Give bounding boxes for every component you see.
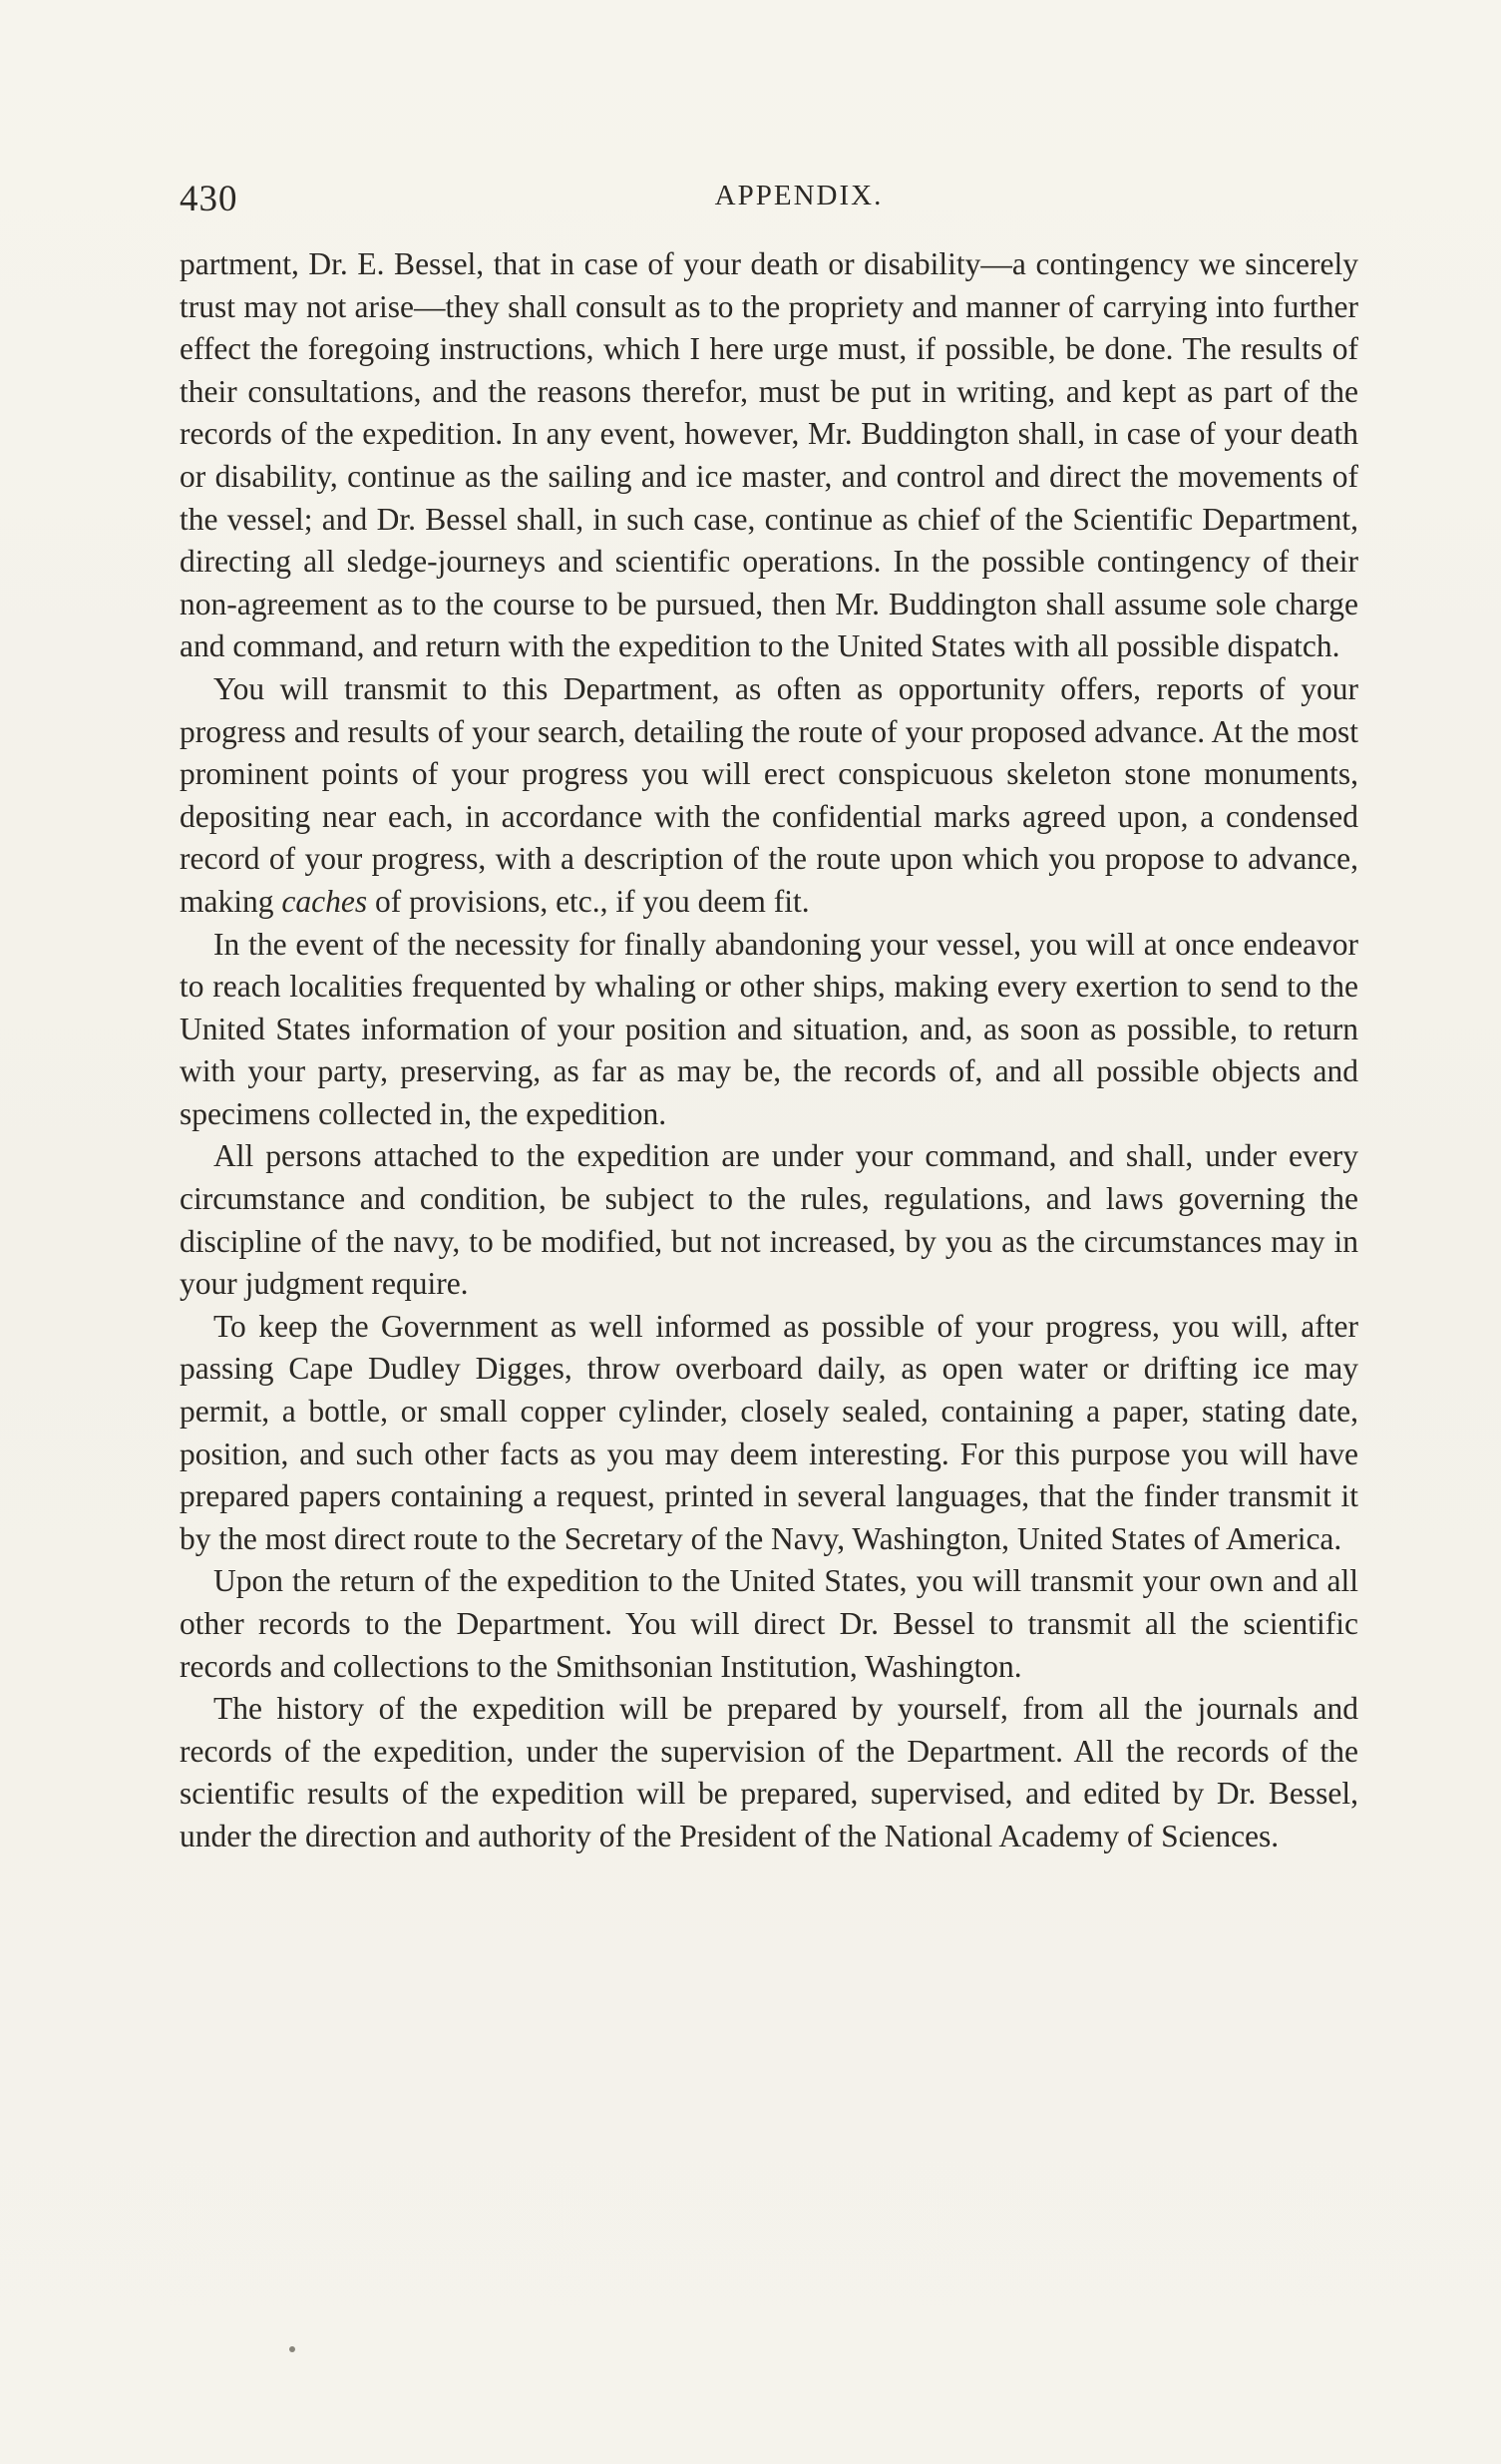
paragraph-abandoning-vessel: In the event of the necessity for finally abandoning your vessel, you will at once endeavor to reach localities frequented by whaling or other ships, making every exertion to send to the United States information of your position and situation, and, as soon as possible, to return with your party, preserving, as far as may be, the records of, and all possible objects and specimens collected in, the expedition. [180,926,1358,1131]
paragraph-government-informed: To keep the Government as well informed as possible of your progress, you will, after passing Cape Dudley Digges, throw overboard daily, as open water or drifting ice may permit, a bottle, or small copper cylinder, closely sealed, containing a paper, stating date, position, and such other facts as you may deem interesting. For this purpose you will have prepared papers containing a request, printed in several languages, that the finder transmit it by the most direct route to the Secretary of the Navy, Washington, United States of America. [180,1308,1358,1556]
paragraph-reports: You will transmit to this Department, as often as opportunity offers, reports of your progress and results of your search, detailing the route of your proposed advance. At the most prominent points of your progress you will erect conspicuous skeleton stone monuments, depositing near each, in accordance with the confidential marks agreed upon, a condensed record of your progress, with a description of the route upon which you propose to advance, making caches of provisions, etc., if you deem fit. [180,670,1358,919]
ink-speck [289,2346,295,2352]
running-head [180,178,1358,227]
paragraph-history: The history of the expedition will be prepared by yourself, from all the journals and records of the expedition, under the supervision of the Department. All the records of the scientific results of the expedition will be prepared, supervised, and edited by Dr. Bessel, under the direction and authority of the President of the National Academy of Sciences. [180,1691,1358,1853]
italic-word: caches [281,883,368,919]
paragraph-return-of-expedition: Upon the return of the expedition to the United States, you will transmit your own and all other records to the Department. You will direct Dr. Bessel to transmit all the scientific records and collections to the Smithsonian Institution, Washington. [180,1563,1358,1684]
paragraph-continued: partment, Dr. E. Bessel, that in case of your death or disability—a contingency we sincerely trust may not arise—they shall consult as to the propriety and manner of carrying into further effect the foregoing instructions, which I here urge must, if possible, be done. The results of their consultations, and the reasons therefor, must be put in writing, and kept as part of the records of the expedition. In any event, however, Mr. Buddington shall, in case of your death or disability, continue as the sailing and ice master, and control and direct the movements of the vessel; and Dr. Bessel shall, in such case, continue as chief of the Scientific Department, directing all sledge-journeys and scientific operations. In the possible contingency of their non-agreement as to the course to be pursued, then Mr. Buddington shall assume sole charge and command, and return with the expedition to the United States with all possible dispatch. [180,246,1358,664]
page-number: 430 [180,179,238,219]
paragraph-persons-attached: All persons attached to the expedition are under your command, and shall, under every circumstance and condition, be subject to the rules, regulations, and laws governing the discipline of the navy, to be modified, but not increased, by you as the circumstances may in your judgment require. [180,1138,1358,1302]
body-text [180,243,1358,1858]
running-title: APPENDIX. [714,180,884,211]
